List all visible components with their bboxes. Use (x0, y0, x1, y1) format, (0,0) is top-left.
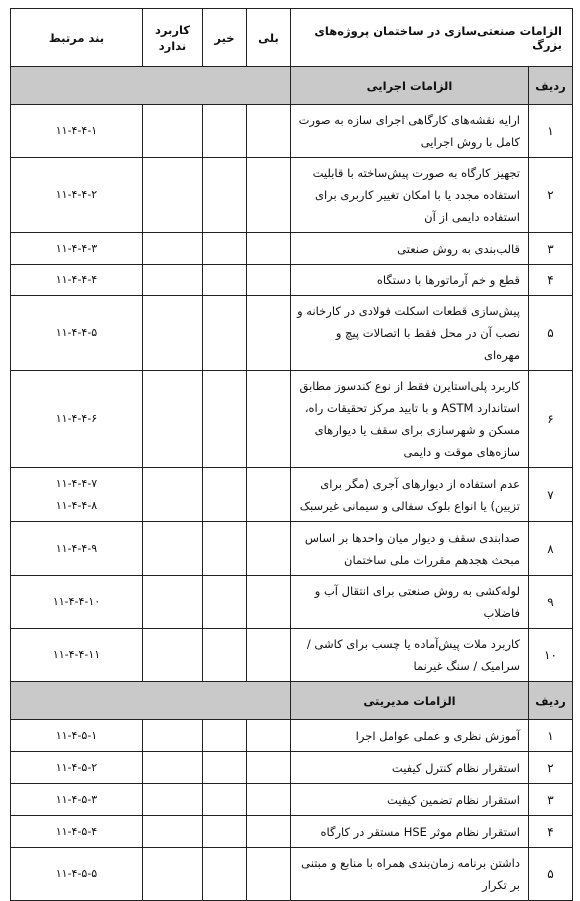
row-number: ۱۰ (529, 629, 573, 682)
requirement-text: کاربرد پلی‌استایرن فقط از نوع کندسوز مطابق استاندارد ASTM و با تایید مرکز تحقیقات راه، مسکن و شهرسازی برای سقف یا دیوارهای سازه‌های موقت و دایمی (291, 371, 529, 468)
yes-cell[interactable] (247, 522, 291, 576)
not-applicable-cell[interactable] (143, 576, 203, 629)
related-clause-cell (11, 629, 143, 682)
row-number: ۴ (529, 265, 573, 296)
related-clause-cell (11, 233, 143, 265)
table-row (11, 629, 573, 682)
related-clause: ۱۱-۴-۵-۳ (55, 792, 98, 806)
requirement-text: قطع و خم آرماتورها با دستگاه (291, 265, 529, 296)
not-applicable-cell[interactable] (143, 816, 203, 848)
related-clause: ۱۱-۴-۴-۱۰ (52, 595, 101, 608)
related-clause: ۱۱-۴-۴-۶ (55, 412, 98, 425)
yes-cell[interactable] (247, 720, 291, 752)
header-row (11, 9, 573, 67)
no-cell[interactable] (203, 158, 247, 233)
row-number: ۹ (529, 576, 573, 629)
table-row (11, 720, 573, 752)
requirement-text: استقرار نظام کنترل کیفیت (291, 752, 529, 784)
requirement-text: کاربرد ملات پیش‌آماده یا چسب برای کاشی / سرامیک / سنگ غیرنما (291, 629, 529, 682)
column-yes: بلی (247, 9, 291, 67)
no-cell[interactable] (203, 265, 247, 296)
requirement-text: تجهیز کارگاه به صورت پیش‌ساخته با قابلیت استفاده مجدد یا با امکان تغییر کاربری برای استفاده دایمی از آن (291, 158, 529, 233)
yes-cell[interactable] (247, 784, 291, 816)
table-row (11, 522, 573, 576)
row-number: ۴ (529, 816, 573, 848)
table-row (11, 848, 573, 901)
table-title: الزامات صنعتی‌سازی در ساختمان پروژه‌های بزرگ (291, 9, 573, 67)
not-applicable-cell[interactable] (143, 265, 203, 296)
column-no: خیر (203, 9, 247, 67)
related-clause: ۱۱-۴-۴-۴ (55, 273, 98, 286)
section-title: الزامات مدیریتی (291, 682, 529, 720)
no-cell[interactable] (203, 752, 247, 784)
no-cell[interactable] (203, 720, 247, 752)
requirements-table-container (10, 8, 572, 901)
section-title: الزامات اجرایی (291, 67, 529, 105)
related-clause: ۱۱-۴-۵-۴ (55, 824, 98, 838)
section2-header-row (11, 682, 573, 720)
no-cell[interactable] (203, 371, 247, 468)
related-clause-cell (11, 784, 143, 816)
related-clause: ۱۱-۴-۵-۱ (55, 728, 98, 742)
related-clause-cell (11, 848, 143, 901)
yes-cell[interactable] (247, 816, 291, 848)
requirement-text: استقرار نظام موثر HSE مستقر در کارگاه (291, 816, 529, 848)
requirement-text: لوله‌کشی به روش صنعتی برای انتقال آب و فاضلاب (291, 576, 529, 629)
table-row (11, 105, 573, 158)
related-clause: ۱۱-۴-۴-۹ (55, 541, 98, 555)
related-clause: ۱۱-۴-۴-۳ (55, 241, 98, 255)
related-clause-2: ۱۱-۴-۴-۸ (55, 498, 98, 512)
related-clause: ۱۱-۴-۴-۲ (55, 188, 98, 201)
yes-cell[interactable] (247, 233, 291, 265)
related-clause-cell (11, 522, 143, 576)
row-number: ۵ (529, 296, 573, 371)
table-row (11, 576, 573, 629)
yes-cell[interactable] (247, 371, 291, 468)
not-applicable-cell[interactable] (143, 720, 203, 752)
table-row (11, 265, 573, 296)
related-clause: ۱۱-۴-۴-۱۱ (52, 648, 101, 661)
related-clause: ۱۱-۴-۴-۷ (55, 476, 98, 490)
requirement-text: پیش‌سازی قطعات اسکلت فولادی در کارخانه و نصب آن در محل فقط با اتصالات پیچ و مهره‌ای (291, 296, 529, 371)
row-number: ۸ (529, 522, 573, 576)
related-clause: ۱۱-۴-۵-۲ (55, 760, 98, 774)
not-applicable-cell[interactable] (143, 371, 203, 468)
no-cell[interactable] (203, 816, 247, 848)
table-row (11, 468, 573, 522)
not-applicable-cell[interactable] (143, 848, 203, 901)
table-row (11, 816, 573, 848)
row-number: ۵ (529, 848, 573, 901)
not-applicable-cell[interactable] (143, 752, 203, 784)
not-applicable-cell[interactable] (143, 468, 203, 522)
radif-header: ردیف (529, 67, 573, 105)
row-number: ۱ (529, 720, 573, 752)
no-cell[interactable] (203, 522, 247, 576)
column-na-line1: کاربرد (155, 22, 190, 37)
row-number: ۷ (529, 468, 573, 522)
yes-cell[interactable] (247, 468, 291, 522)
requirements-table (10, 8, 573, 901)
not-applicable-cell[interactable] (143, 158, 203, 233)
related-clause: ۱۱-۴-۴-۵ (55, 326, 98, 339)
no-cell[interactable] (203, 468, 247, 522)
related-clause-cell (11, 158, 143, 233)
related-clause-cell (11, 576, 143, 629)
related-clause-cell (11, 296, 143, 371)
requirement-text: ارایه نقشه‌های کارگاهی اجرای سازه به صورت کامل با روش اجرایی (291, 105, 529, 158)
yes-cell[interactable] (247, 848, 291, 901)
no-cell[interactable] (203, 848, 247, 901)
row-number: ۳ (529, 784, 573, 816)
no-cell[interactable] (203, 629, 247, 682)
related-clause-cell (11, 752, 143, 784)
yes-cell[interactable] (247, 752, 291, 784)
related-clause-cell (11, 265, 143, 296)
related-clause-cell (11, 468, 143, 522)
yes-cell[interactable] (247, 576, 291, 629)
no-cell[interactable] (203, 576, 247, 629)
related-clause: ۱۱-۴-۴-۱ (55, 124, 98, 137)
table-row (11, 371, 573, 468)
section-header-blank (11, 682, 291, 720)
row-number: ۶ (529, 371, 573, 468)
not-applicable-cell[interactable] (143, 105, 203, 158)
yes-cell[interactable] (247, 629, 291, 682)
row-number: ۲ (529, 158, 573, 233)
related-clause-cell (11, 720, 143, 752)
no-cell[interactable] (203, 784, 247, 816)
requirement-text: عدم استفاده از دیوارهای آجری (مگر برای تزیین) یا انواع بلوک سفالی و سیمانی غیرسبک (291, 468, 529, 522)
not-applicable-cell[interactable] (143, 522, 203, 576)
no-cell[interactable] (203, 296, 247, 371)
no-cell[interactable] (203, 233, 247, 265)
row-number: ۳ (529, 233, 573, 265)
table-row (11, 752, 573, 784)
requirement-text: قالب‌بندی به روش صنعتی (291, 233, 529, 265)
column-related-clause: بند مرتبط (11, 9, 143, 67)
column-not-applicable (143, 9, 203, 67)
yes-cell[interactable] (247, 158, 291, 233)
related-clause-cell (11, 371, 143, 468)
not-applicable-cell[interactable] (143, 233, 203, 265)
row-number: ۱ (529, 105, 573, 158)
row-number: ۲ (529, 752, 573, 784)
yes-cell[interactable] (247, 105, 291, 158)
table-row (11, 158, 573, 233)
requirement-text: صدابندی سقف و دیوار میان واحدها بر اساس مبحث هجدهم مقررات ملی ساختمان (291, 522, 529, 576)
not-applicable-cell[interactable] (143, 784, 203, 816)
no-cell[interactable] (203, 105, 247, 158)
requirement-text: استقرار نظام تضمین کیفیت (291, 784, 529, 816)
not-applicable-cell[interactable] (143, 296, 203, 371)
table-row (11, 233, 573, 265)
table-row (11, 784, 573, 816)
section1-header-row (11, 67, 573, 105)
requirement-text: آموزش نظری و عملی عوامل اجرا (291, 720, 529, 752)
requirement-text: داشتن برنامه زمان‌بندی همراه با منابع و مبتنی بر تکرار (291, 848, 529, 901)
related-clause: ۱۱-۴-۵-۵ (55, 867, 98, 880)
section-header-blank (11, 67, 291, 105)
related-clause-cell (11, 816, 143, 848)
column-na-line2: ندارد (158, 38, 187, 53)
table-row (11, 296, 573, 371)
not-applicable-cell[interactable] (143, 629, 203, 682)
related-clause-cell (11, 105, 143, 158)
radif-header: ردیف (529, 682, 573, 720)
yes-cell[interactable] (247, 265, 291, 296)
yes-cell[interactable] (247, 296, 291, 371)
